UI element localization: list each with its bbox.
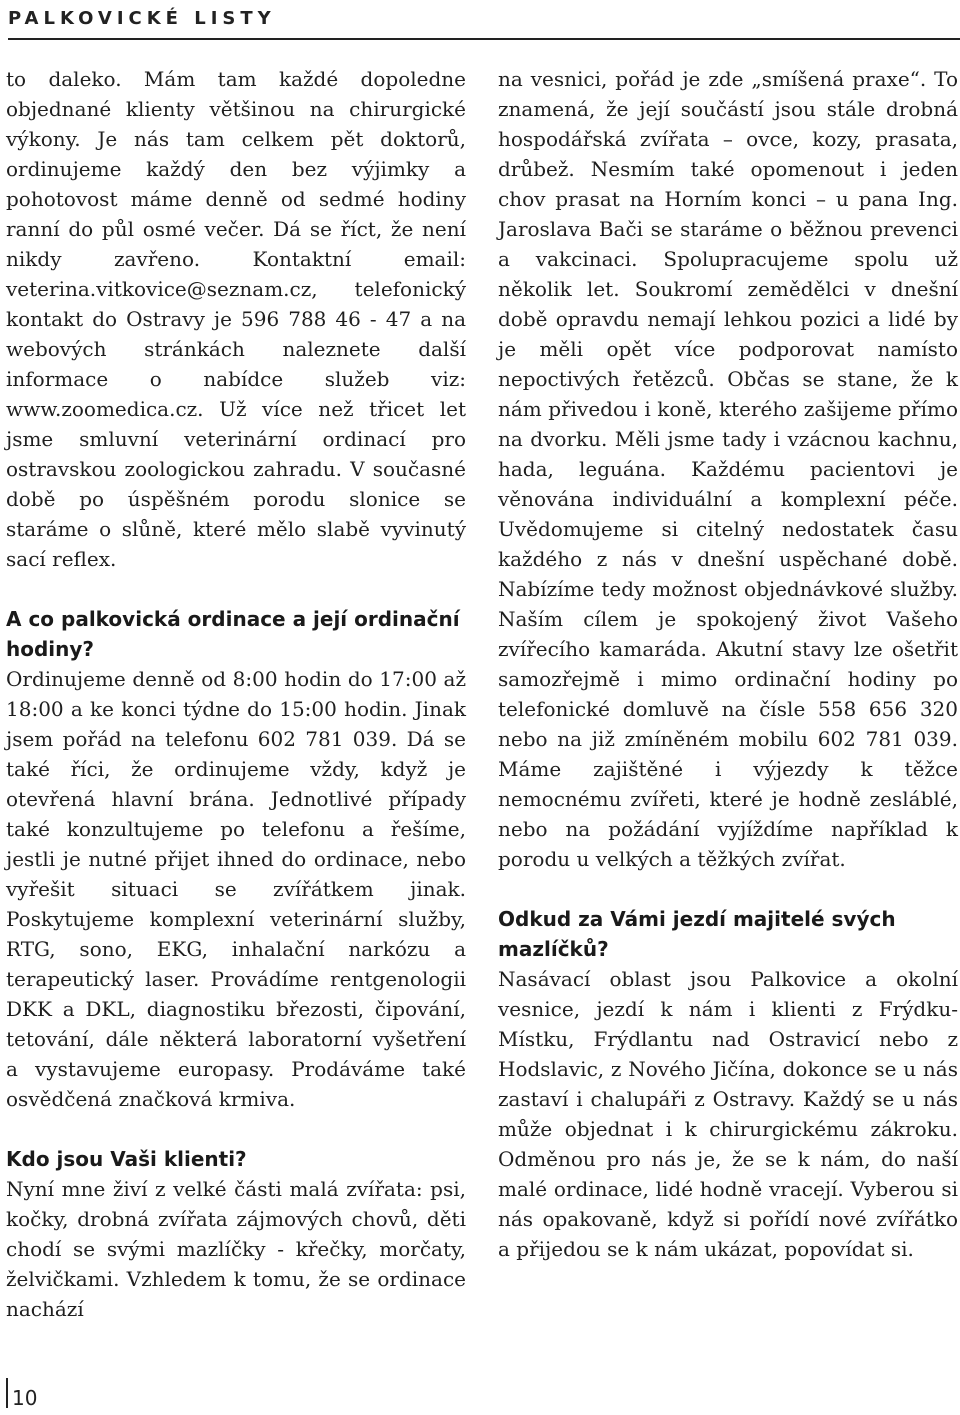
page-header [8,4,960,36]
right-paragraph-2: Nasávací oblast jsou Palkovice a okolní vesnice, jezdí k nám i klienti z Frýdku-Místku, Frýdlantu nad Ostravicí nebo z Hodslavic, z Nového Jičína, dokonce se u nás zastaví i chalupáři z Ostravy. Každý se u nás může objednat i k chirurgickému zákroku. Odměnou pro nás je, že se k nám, do naší malé ordinace, lidé hodně vracejí. Vyberou si nás opakovaně, když si pořídí nové zvířátko a přijedou se k nám ukázat, popovídat si. [498,967,958,1261]
left-heading-1: A co palkovická ordinace a její ordinační hodiny? [6,607,460,661]
spacer [6,1114,466,1144]
left-heading-2: Kdo jsou Vaši klienti? [6,1147,247,1171]
left-paragraph-3: Nyní mne živí z velké části malá zvířata: psi, kočky, drobná zvířata zájmových chovů, děti chodí se svými mazlíčky - křečky, morčaty, želvičkami. Vzhledem k tomu, že se ordinace nachází [6,1177,466,1321]
publication-title: PALKOVICKÉ LISTY [8,8,276,29]
footer-rule [6,1378,8,1408]
right-heading-1: Odkud za Vámi jezdí majitelé svých mazlíčků? [498,907,896,961]
right-column [498,64,958,1264]
left-paragraph-2: Ordinujeme denně od 8:00 hodin do 17:00 až 18:00 a ke konci týdne do 15:00 hodin. Jinak jsem pořád na telefonu 602 781 039. Dá se také říci, že ordinujeme vždy, když je otevřená hlavní brána. Jednotlivé případy také konzultujeme po telefonu a řešíme, jestli je nutné přijet ihned do ordinace, nebo vyřešit situaci se zvířátkem jinak. Poskytujeme komplexní veterinární služby, RTG, sono, EKG, inhalační narkózu a terapeutický laser. Provádíme rentgenologii DKK a DKL, diagnostiku březosti, čipování, tetování, dále některá laboratorní vyšetření a vystavujeme europasy. Prodáváme také osvědčená značková krmiva. [6,667,466,1111]
spacer [6,574,466,604]
page-number: 10 [12,1386,38,1410]
spacer [498,874,958,904]
left-column [6,64,466,1324]
left-paragraph-1: to daleko. Mám tam každé dopoledne objednané klienty většinou na chirurgické výkony. Je nás tam celkem pět doktorů, ordinujeme každý den bez výjimky a pohotovost máme denně od sedmé hodiny ranní do půl osmé večer. Dá se říct, že není nikdy zavřeno. Kontaktní email: veterina.vitkovice@seznam.cz, telefonický kontakt do Ostravy je 596 788 46 - 47 a na webových stránkách naleznete další informace o nabídce služeb viz: www.zoomedica.cz. Už více než třicet let jsme smluvní veterinární ordinací pro ostravskou zoologickou zahradu. V současné době po úspěšném porodu slonice se staráme o slůně, které mělo slabě vyvinutý sací reflex. [6,67,466,571]
header-rule [8,38,960,40]
right-paragraph-1: na vesnici, pořád je zde „smíšená praxe“. To znamená, že její součástí jsou stále drobná hospodářská zvířata – ovce, kozy, prasata, drůbež. Nesmím také opomenout i jeden chov prasat na Horním konci – u pana Ing. Jaroslava Bači se staráme o běžnou prevenci a vakcinaci. Spolupracujeme spolu už několik let. Soukromí zemědělci v dnešní době opravdu nemají lehkou pozici a lidé by je měli opět více podporovat namísto nepoctivých řetězců. Občas se stane, že k nám přivedou i koně, kterého zašijeme přímo na dvorku. Měli jsme tady i vzácnou kachnu, hada, leguána. Každému pacientovi je věnována individuální a komplexní péče. Uvědomujeme si citelný nedostatek času každého z nás v dnešní uspěchané době. Nabízíme tedy možnost objednávkové služby. Naším cílem je spokojený život Vašeho zvířecího kamaráda. Akutní stavy lze ošetřit samozřejmě i mimo ordinační hodiny po telefonické domluvě na čísle 558 656 320 nebo na již zmíněném mobilu 602 781 039. Máme zajištěné i výjezdy k těžce nemocnému zvířeti, které je hodně zesláblé, nebo na požádání vyjíždíme například k porodu u velkých a těžkých zvířat. [498,67,958,871]
